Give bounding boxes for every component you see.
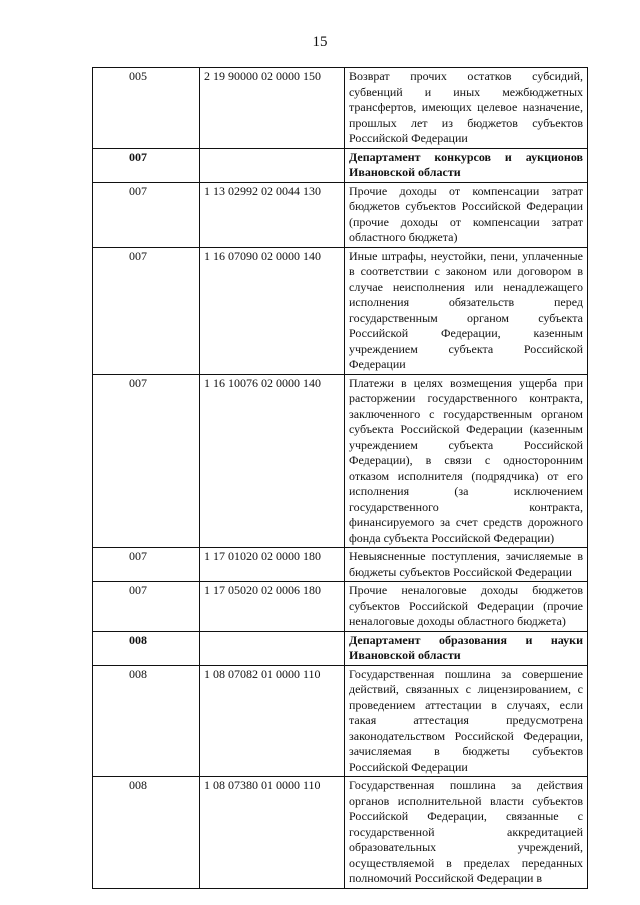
kbk-code-cell: 1 13 02992 02 0044 130 [200, 182, 345, 247]
kbk-code-cell: 1 16 07090 02 0000 140 [200, 247, 345, 374]
admin-code-text: 007 [129, 248, 147, 263]
kbk-code-cell: 1 16 10076 02 0000 140 [200, 374, 345, 548]
admin-code-cell [93, 582, 200, 632]
revenue-codes-table [92, 67, 588, 889]
table-row [93, 548, 588, 582]
admin-code-text: 005 [129, 69, 147, 83]
table-row [93, 665, 588, 777]
admin-code-text: 007 [129, 375, 147, 390]
admin-code-cell [93, 374, 200, 548]
admin-code-text: 008 [129, 778, 147, 792]
department-header-row [93, 148, 588, 182]
income-name-cell: Возврат прочих остатков субсидий, субвенций и иных межбюджетных трансфертов, имеющих целевое назначение, прошлых лет из бюджетов субъектов Российской Федерации [345, 68, 588, 149]
table-row [93, 582, 588, 632]
table-row [93, 374, 588, 548]
table-row [93, 777, 588, 889]
admin-code-cell [93, 148, 200, 182]
department-header-row [93, 631, 588, 665]
income-name-cell: Государственная пошлина за совершение действий, связанных с лицензированием, с проведением аттестации в случаях, если такая аттестация предусмотрена законодательством Российской Федерации, зачисляемая в бюджеты субъектов Российской Федерации [345, 665, 588, 777]
income-name-cell: Департамент образования и науки Ивановской области [345, 631, 588, 665]
admin-code-text: 008 [129, 666, 147, 681]
admin-code-text: 008 [129, 632, 147, 647]
income-name-cell: Государственная пошлина за действия органов исполнительной власти субъектов Российской Федерации, связанные с государственной аккредитацией образовательных учреждений, осуществляемой в пределах переданных полномочий Российской Федерации в [345, 777, 588, 889]
admin-code-cell [93, 665, 200, 777]
admin-code-text: 007 [129, 183, 147, 198]
kbk-code-cell: 1 17 05020 02 0006 180 [200, 582, 345, 632]
kbk-code-cell: 1 08 07082 01 0000 110 [200, 665, 345, 777]
admin-code-text: 007 [129, 583, 147, 597]
page-number: 15 [312, 34, 328, 50]
admin-code-cell [93, 777, 200, 889]
income-name-cell: Департамент конкурсов и аукционов Ивановской области [345, 148, 588, 182]
income-name-cell: Иные штрафы, неустойки, пени, уплаченные в соответствии с законом или договором в случае неисполнения или ненадлежащего исполнения обязательств перед государственным органом субъекта Российской Федерации, казенным учреждением субъекта Российской Федерации [345, 247, 588, 374]
table-row [93, 247, 588, 374]
kbk-code-cell: 1 17 01020 02 0000 180 [200, 548, 345, 582]
income-name-cell: Прочие неналоговые доходы бюджетов субъектов Российской Федерации (прочие неналоговые доходы областного бюджета) [345, 582, 588, 632]
admin-code-cell [93, 247, 200, 374]
income-name-cell: Платежи в целях возмещения ущерба при расторжении государственного контракта, заключенного с государственным органом субъекта Российской Федерации (казенным учреждением субъекта Российской Федерации), в связи с односторонним отказом исполнителя (подрядчика) от его исполнения (за исключением государственного контракта, финансируемого за счет средств дорожного фонда субъекта Российской Федерации) [345, 374, 588, 548]
table-row [93, 68, 588, 149]
admin-code-text: 007 [129, 549, 147, 563]
admin-code-text: 007 [129, 149, 147, 164]
income-name-cell: Прочие доходы от компенсации затрат бюджетов субъектов Российской Федерации (прочие доходы от компенсации затрат областного бюджета) [345, 182, 588, 247]
admin-code-cell [93, 68, 200, 149]
table-row [93, 182, 588, 247]
admin-code-cell [93, 182, 200, 247]
admin-code-cell [93, 548, 200, 582]
kbk-code-cell [200, 631, 345, 665]
admin-code-cell [93, 631, 200, 665]
income-name-cell: Невыясненные поступления, зачисляемые в бюджеты субъектов Российской Федерации [345, 548, 588, 582]
kbk-code-cell: 1 08 07380 01 0000 110 [200, 777, 345, 889]
kbk-code-cell [200, 148, 345, 182]
kbk-code-cell: 2 19 90000 02 0000 150 [200, 68, 345, 149]
